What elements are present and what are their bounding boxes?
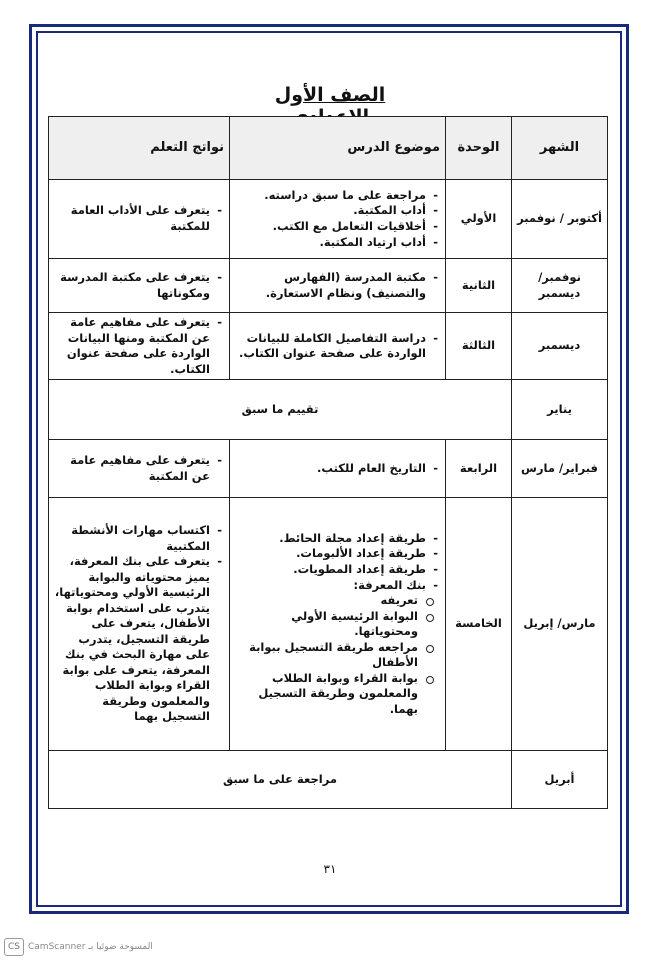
scanner-text: CamScanner المسوحة ضوئيا بـ	[28, 942, 153, 952]
outcomes-cell	[49, 440, 230, 498]
unit-cell: الخامسة	[446, 498, 512, 751]
month-cell: مارس/ إبريل	[512, 498, 608, 751]
topic-item: - مراجعة على ما سبق دراسته.	[235, 188, 426, 204]
unit-cell: الثالثة	[446, 313, 512, 380]
outcome-item: - اكتساب مهارات الأنشطة المكتبية	[54, 523, 210, 554]
topic-cell	[230, 440, 446, 498]
subtopic-item: مراجعه طريقة التسجيل ببوابة الأطفال	[235, 640, 418, 671]
topic-cell	[230, 498, 446, 751]
topic-item: - طريقة إعداد الألبومات.	[235, 546, 426, 562]
header-topic: موضوع الدرس	[230, 117, 446, 180]
header-unit: الوحدة	[446, 117, 512, 180]
topic-item: - طريقة إعداد المطويات.	[235, 562, 426, 578]
outcome-item: - يتعرف على بنك المعرفة، يميز محتوياته والبوابة الرئيسية الأولي ومحتوياتها، يتدرب على استخدام بوابة الأطفال، يتعرف على طريقة التسجيل، يتدرب على مهارة البحث في بنك المعرفة، يتعرف على بوابة القراء وبوابة الطلاب والمعلمون وطريقة التسجيل بهما	[54, 554, 210, 725]
month-cell: أكتوبر / نوفمبر	[512, 180, 608, 259]
table-row	[49, 313, 608, 380]
merged-cell: مراجعة على ما سبق	[49, 751, 512, 809]
outcome-item: - يتعرف على مفاهيم عامة عن المكتبة ومنها البيانات الواردة على صفحة عنوان الكتاب.	[54, 315, 210, 377]
scanner-watermark	[4, 938, 153, 956]
unit-cell: الرابعة	[446, 440, 512, 498]
header-row	[49, 117, 608, 180]
table-row	[49, 180, 608, 259]
topic-item: - أداب المكتبة.	[235, 203, 426, 219]
table-row	[49, 259, 608, 313]
topic-item: - مكتبة المدرسة (الفهارس والتصنيف) ونظام الاستعارة.	[235, 270, 426, 301]
topic-item: - أخلاقيات التعامل مع الكتب.	[235, 219, 426, 235]
topic-item: - بنك المعرفة:	[235, 578, 426, 594]
unit-cell: الثانية	[446, 259, 512, 313]
table-row	[49, 498, 608, 751]
outcomes-cell	[49, 180, 230, 259]
outcome-item: - يتعرف على الأداب العامة للمكتبة	[54, 203, 210, 234]
topic-item: - التاريخ العام للكتب.	[235, 461, 426, 477]
topic-item: - دراسة التفاصيل الكاملة للبيانات الواردة على صفحة عنوان الكتاب.	[235, 331, 426, 362]
topic-item: - أداب ارتياد المكتبة.	[235, 235, 426, 251]
month-cell: ديسمبر	[512, 313, 608, 380]
page-number: ٣١	[323, 862, 337, 876]
topic-cell	[230, 180, 446, 259]
subtopic-item: البوابة الرئيسية الأولي ومحتوياتها.	[235, 609, 418, 640]
table-row	[49, 440, 608, 498]
outcomes-cell	[49, 259, 230, 313]
table-row	[49, 380, 608, 440]
outcomes-cell	[49, 498, 230, 751]
subtopic-item: بوابة القراء وبوابة الطلاب والمعلمون وطريقة التسجيل بهما.	[235, 671, 418, 718]
topic-cell	[230, 313, 446, 380]
unit-cell: الأولي	[446, 180, 512, 259]
month-cell: أبريل	[512, 751, 608, 809]
outcomes-cell	[49, 313, 230, 380]
page-title: الصف الأول	[274, 84, 386, 106]
month-cell: فبراير/ مارس	[512, 440, 608, 498]
topic-item: - طريقة إعداد مجلة الحائط.	[235, 531, 426, 547]
merged-cell: تقييم ما سبق	[49, 380, 512, 440]
month-cell: يناير	[512, 380, 608, 440]
camscanner-logo-icon: CS	[4, 938, 24, 956]
outcome-item: - يتعرف على مفاهيم عامة عن المكتبة	[54, 453, 210, 484]
header-outcomes: نواتج التعلم	[49, 117, 230, 180]
topic-cell	[230, 259, 446, 313]
table-row	[49, 751, 608, 809]
curriculum-table	[48, 116, 608, 809]
month-cell: نوفمبر/ ديسمبر	[512, 259, 608, 313]
outcome-item: - يتعرف على مكتبة المدرسة ومكوناتها	[54, 270, 210, 301]
subtopic-item: تعريفه	[235, 593, 418, 609]
header-month: الشهر	[512, 117, 608, 180]
